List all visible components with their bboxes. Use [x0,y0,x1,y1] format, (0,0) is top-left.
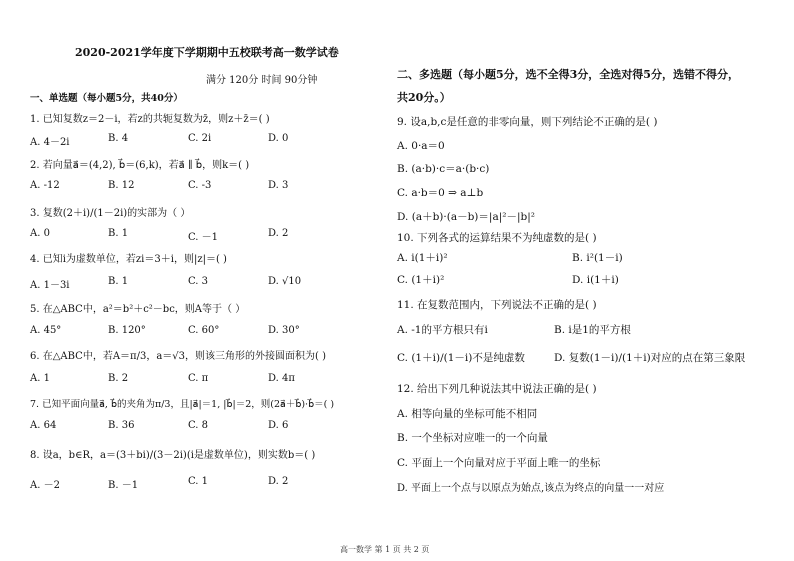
question-11-stem: 11. 在复数范围内，下列说法不正确的是( ) [397,299,597,311]
question-8-option-c: C. 1 [188,476,209,487]
question-8-stem: 8. 设a，b∈R，a＝(3＋bi)/(3－2i)(i是虚数单位)，则实数b＝( ) [30,450,316,461]
question-9-option-a: A. 0·a＝0 [397,140,445,152]
question-10-stem: 10. 下列各式的运算结果不为纯虚数的是( ) [397,232,597,244]
question-1-stem: 1. 已知复数z＝2－i，若z的共轭复数为z̄，则z＋z̄＝( ) [30,114,270,125]
question-2-option-d: D. 3 [268,180,289,191]
question-5-option-b: B. 120° [108,325,146,336]
question-5-option-c: C. 60° [188,325,220,336]
question-8-option-a: A. －2 [30,480,60,491]
question-3-option-b: B. 1 [108,228,129,239]
question-4-stem: 4. 已知i为虚数单位，若zi＝3＋i，则|z|＝( ) [30,254,227,265]
section1-heading: 一、单选题（每小题5分，共40分） [30,93,183,104]
question-6-option-b: B. 2 [108,373,129,384]
question-12-stem: 12. 给出下列几种说法其中说法正确的是( ) [397,383,597,395]
question-9-stem: 9. 设a,b,c是任意的非零向量，则下列结论不正确的是( ) [397,116,658,128]
question-7-stem: 7. 已知平面向量a⃗, b⃗的夹角为π/3，且|a⃗|＝1, |b⃗|＝2，则(2a⃗＋b⃗)·b⃗＝( ) [30,399,335,410]
question-11-option-b: B. i是1的平方根 [554,324,631,336]
question-6-option-a: A. 1 [30,373,50,384]
question-7-option-c: C. 8 [188,420,209,431]
question-12-option-b: B. 一个坐标对应唯一的一个向量 [397,432,548,444]
question-4-option-c: C. 3 [188,276,209,287]
question-2-option-c: C. -3 [188,180,212,191]
question-6-option-d: D. 4π [268,373,295,384]
question-1-option-b: B. 4 [108,133,129,144]
question-10-option-c: C. (1＋i)² [397,274,445,286]
question-4-option-d: D. √10 [268,276,302,287]
question-1-option-d: D. 0 [268,133,289,144]
question-4-option-b: B. 1 [108,276,129,287]
question-10-option-d: D. i(1＋i) [572,274,619,286]
section2-heading-line2: 共20分。） [397,91,451,104]
question-12-option-d: D. 平面上一个点与以原点为始点,该点为终点的向量一一对应 [397,483,665,494]
question-12-option-c: C. 平面上一个向量对应于平面上唯一的坐标 [397,457,601,469]
question-7-option-d: D. 6 [268,420,289,431]
question-11-option-d: D. 复数(1－i)/(1＋i)对应的点在第三象限 [554,352,746,364]
question-6-option-c: C. π [188,373,209,384]
question-11-option-c: C. (1＋i)/(1－i)不是纯虚数 [397,352,525,364]
page-footer: 高一数学 第 1 页 共 2 页 [340,545,430,554]
question-8-option-d: D. 2 [268,476,289,487]
question-2-stem: 2. 若向量a⃗＝(4,2), b⃗＝(6,k)，若a⃗ ∥ b⃗，则k＝( ) [30,160,250,171]
section2-heading-line1: 二、多选题（每小题5分，选不全得3分，全选对得5分，选错不得分， [397,68,739,81]
question-2-option-a: A. -12 [30,180,60,191]
question-3-stem: 3. 复数(2＋i)/(1－2i)的实部为（ ） [30,208,191,219]
question-8-option-b: B. －1 [108,480,139,491]
question-9-option-c: C. a·b＝0 ⇒ a⊥b [397,187,484,199]
question-11-option-a: A. -1的平方根只有i [397,324,488,336]
exam-title: 2020-2021学年度下学期期中五校联考高一数学试卷 [75,46,339,59]
question-3-option-a: A. 0 [30,228,50,239]
question-9-option-d: D. (a＋b)·(a－b)＝|a|²－|b|² [397,211,535,223]
question-5-option-a: A. 45° [30,325,62,336]
question-3-option-c: C. －1 [188,232,219,243]
question-5-option-d: D. 30° [268,325,300,336]
question-7-option-a: A. 64 [30,420,57,431]
question-3-option-d: D. 2 [268,228,289,239]
question-9-option-b: B. (a·b)·c＝a·(b·c) [397,163,490,175]
question-4-option-a: A. 1－3i [30,280,70,291]
question-2-option-b: B. 12 [108,180,135,191]
question-1-option-a: A. 4－2i [30,137,70,148]
question-6-stem: 6. 在△ABC中，若A＝π/3，a＝√3，则该三角形的外接圆面积为( ) [30,351,327,362]
question-10-option-a: A. i(1＋i)² [397,252,448,264]
question-7-option-b: B. 36 [108,420,135,431]
score-time: 满分 120分 时间 90分钟 [206,75,318,86]
question-5-stem: 5. 在△ABC中，a²＝b²＋c²－bc，则A等于（ ） [30,304,246,315]
question-1-option-c: C. 2i [188,133,212,144]
question-12-option-a: A. 相等向量的坐标可能不相同 [397,408,538,420]
question-10-option-b: B. i²(1－i) [572,252,623,264]
